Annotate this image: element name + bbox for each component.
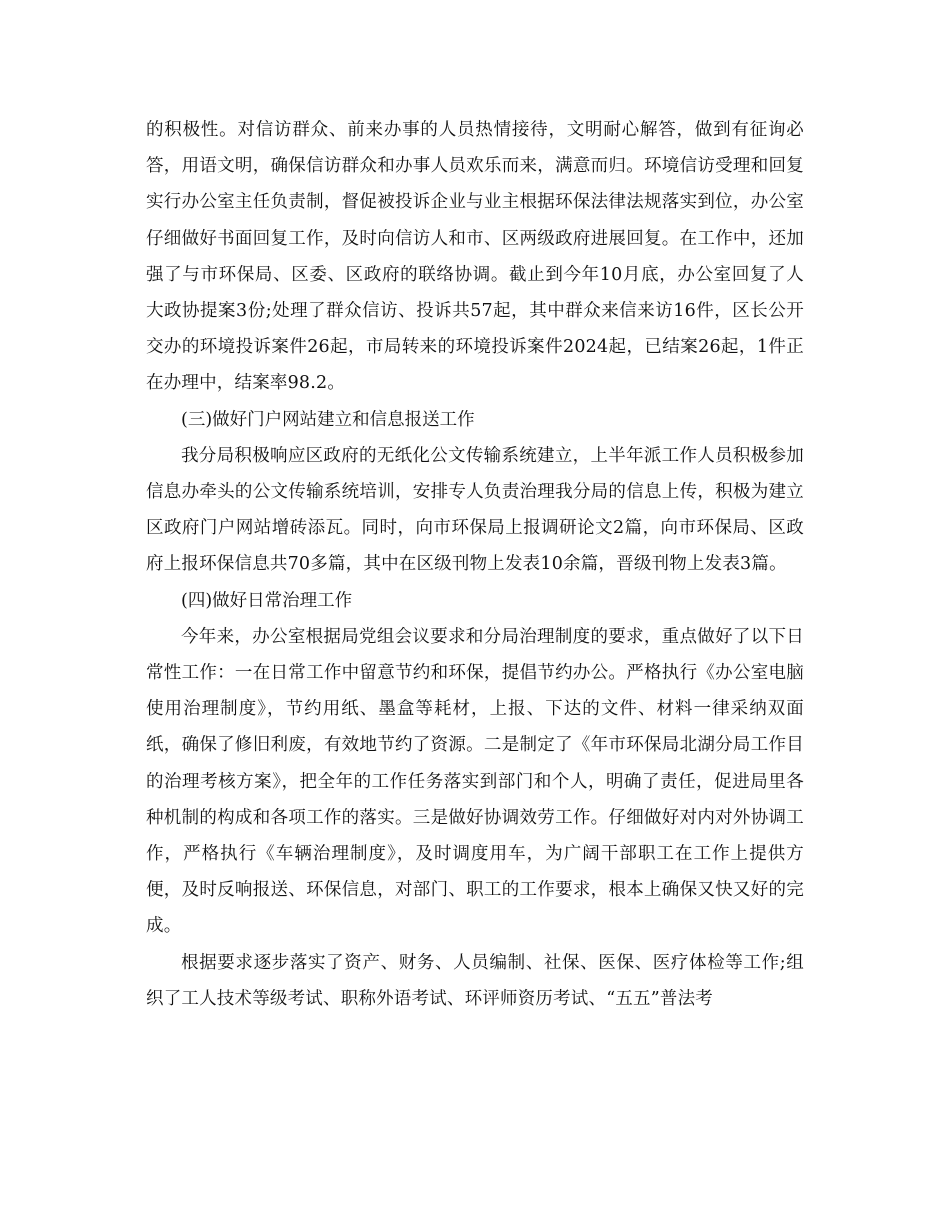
paragraph-daily-management: 今年来，办公室根据局党组会议要求和分局治理制度的要求，重点做好了以下日常性工作：一在日常工作中留意节约和环保，提倡节约办公。严格执行《办公室电脑使用治理制度》，节约用纸、墨盒等耗材，上报、下达的文件、材料一律采纳双面纸，确保了修旧利废，有效地节约了资源。二是制定了《年市环保局北湖分局工作目的治理考核方案》，把全年的工作任务落实到部门和个人，明确了责任，促进局里各种机制的构成和各项工作的落实。三是做好协调效劳工作。仔细做好对内对外协调工作，严格执行《车辆治理制度》，及时调度用车，为广阔干部职工在工作上提供方便，及时反响报送、环保信息，对部门、职工的工作要求，根本上确保又快又好的完成。: [146, 626, 804, 937]
section-heading-daily-management: (四)做好日常治理工作: [181, 590, 353, 611]
paragraph-information-reporting: 我分局积极响应区政府的无纸化公文传输系统建立，上半年派工作人员积极参加信息办牵头的公文传输系统培训，安排专人负责治理我分局的信息上传，积极为建立区政府门户网站增砖添瓦。同时，向市环保局上报调研论文2篇，向市环保局、区政府上报环保信息共70多篇，其中在区级刊物上发表10余篇，晋级刊物上发表3篇。: [146, 445, 804, 575]
paragraph-assets-and-exams: 根据要求逐步落实了资产、财务、人员编制、社保、医保、医疗体检等工作;组织了工人技术等级考试、职称外语考试、环评师资历考试、“五五”普法考: [146, 952, 804, 1009]
section-heading-portal-website: (三)做好门户网站建立和信息报送工作: [181, 409, 475, 430]
document-body: [146, 112, 804, 1017]
paragraph-petition-handling: 的积极性。对信访群众、前来办事的人员热情接待，文明耐心解答，做到有征询必答，用语文明，确保信访群众和办事人员欢乐而来，满意而归。环境信访受理和回复实行办公室主任负责制，督促被投诉企业与业主根据环保法律法规落实到位，办公室仔细做好书面回复工作，及时向信访人和市、区两级政府进展回复。在工作中，还加强了与市环保局、区委、区政府的联络协调。截止到今年10月底，办公室回复了人大政协提案3份;处理了群众信访、投诉共57起，其中群众来信来访16件，区长公开交办的环境投诉案件26起，市局转来的环境投诉案件2024起，已结案26起，1件正在办理中，结案率98.2。: [146, 120, 804, 394]
